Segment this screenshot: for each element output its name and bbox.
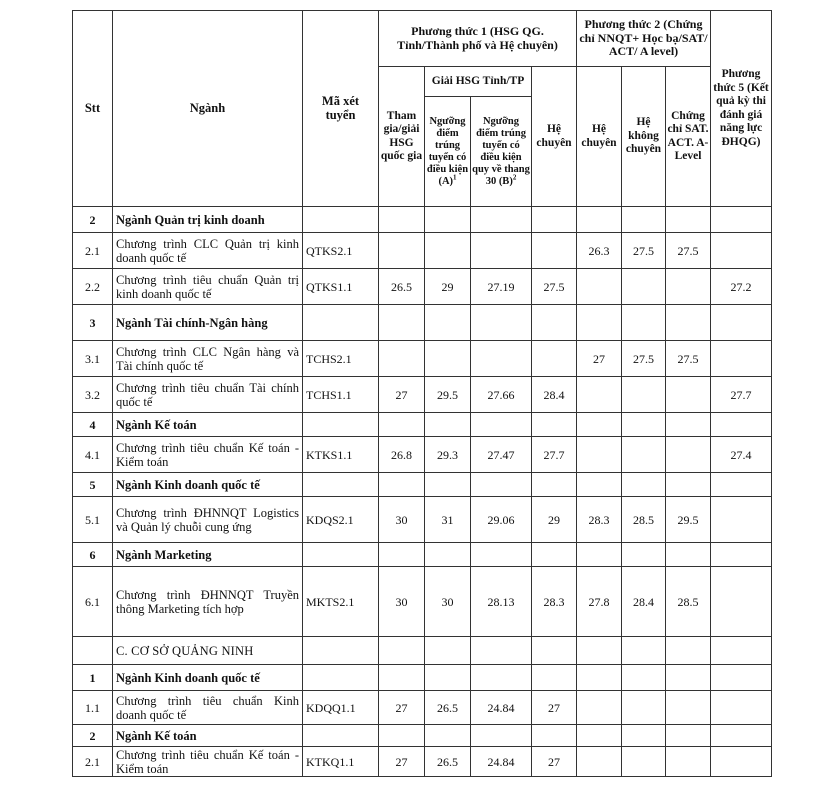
row-score-cell (622, 413, 666, 437)
row-score-cell: 27 (379, 377, 425, 413)
row-score-cell (471, 725, 532, 747)
row-score-cell (711, 413, 772, 437)
row-score-cell (532, 341, 577, 377)
row-score-cell: 28.4 (532, 377, 577, 413)
row-stt (73, 637, 113, 665)
row-score-cell: 26.5 (425, 691, 471, 725)
row-score-cell: 28.3 (532, 567, 577, 637)
row-score-cell (666, 637, 711, 665)
row-score-cell (471, 305, 532, 341)
row-score-cell: 28.3 (577, 497, 622, 543)
table-row (73, 233, 772, 269)
row-score-cell (622, 543, 666, 567)
row-program-name: Chương trình tiêu chuẩn Kế toán - Kiểm toán (113, 437, 303, 473)
table-row (73, 341, 772, 377)
row-score-cell: 27.7 (711, 377, 772, 413)
row-score-cell: 26.5 (425, 747, 471, 777)
row-admission-code: KDQQ1.1 (303, 691, 379, 725)
row-stt: 4 (73, 413, 113, 437)
row-score-cell: 30 (379, 497, 425, 543)
row-score-cell (532, 665, 577, 691)
row-score-cell (711, 207, 772, 233)
row-score-cell (425, 725, 471, 747)
row-score-cell (666, 413, 711, 437)
row-score-cell (577, 637, 622, 665)
row-score-cell (532, 473, 577, 497)
header-he-chuyen-pt1: Hệ chuyên (532, 67, 577, 207)
row-score-cell: 27.19 (471, 269, 532, 305)
row-score-cell: 24.84 (471, 691, 532, 725)
header-he-khong-chuyen: Hệ không chuyên (622, 67, 666, 207)
table-row (73, 497, 772, 543)
row-score-cell: 27.5 (666, 341, 711, 377)
row-score-cell: 27.8 (577, 567, 622, 637)
row-program-name: Chương trình CLC Ngân hàng và Tài chính quốc tế (113, 341, 303, 377)
row-score-cell (471, 637, 532, 665)
row-program-name: C. CƠ SỞ QUẢNG NINH (113, 637, 303, 665)
footnote-1-marker: 1 (453, 173, 457, 181)
row-score-cell (622, 377, 666, 413)
header-nguong-b (471, 97, 532, 207)
row-score-cell (711, 341, 772, 377)
row-score-cell (425, 233, 471, 269)
admission-table-container (72, 10, 772, 777)
row-score-cell (622, 725, 666, 747)
row-score-cell (622, 665, 666, 691)
row-score-cell (577, 269, 622, 305)
row-score-cell: 29.06 (471, 497, 532, 543)
row-score-cell (471, 413, 532, 437)
row-score-cell (425, 543, 471, 567)
row-admission-code (303, 207, 379, 233)
row-score-cell: 30 (425, 567, 471, 637)
row-score-cell: 27 (532, 747, 577, 777)
table-header (73, 11, 772, 207)
row-score-cell: 26.5 (379, 269, 425, 305)
row-score-cell: 27.7 (532, 437, 577, 473)
row-score-cell (666, 543, 711, 567)
row-admission-code (303, 637, 379, 665)
row-score-cell: 27.5 (622, 233, 666, 269)
row-score-cell (379, 473, 425, 497)
row-program-name: Chương trình tiêu chuẩn Tài chính quốc tế (113, 377, 303, 413)
row-score-cell: 26.3 (577, 233, 622, 269)
row-score-cell (379, 637, 425, 665)
header-nguong-a (425, 97, 471, 207)
row-score-cell (532, 725, 577, 747)
row-stt: 2 (73, 207, 113, 233)
row-score-cell (379, 233, 425, 269)
row-score-cell (425, 665, 471, 691)
row-score-cell (425, 341, 471, 377)
row-score-cell (622, 473, 666, 497)
row-score-cell (622, 637, 666, 665)
row-score-cell (577, 747, 622, 777)
table-row (73, 747, 772, 777)
row-score-cell (577, 377, 622, 413)
row-score-cell: 29 (425, 269, 471, 305)
table-row (73, 269, 772, 305)
row-score-cell (666, 377, 711, 413)
row-score-cell (471, 207, 532, 233)
row-score-cell (622, 437, 666, 473)
row-score-cell: 28.5 (622, 497, 666, 543)
row-program-name: Ngành Marketing (113, 543, 303, 567)
row-stt: 2.2 (73, 269, 113, 305)
table-row (73, 437, 772, 473)
row-score-cell (666, 305, 711, 341)
row-score-cell (425, 473, 471, 497)
row-program-name: Chương trình CLC Quản trị kinh doanh quốc tế (113, 233, 303, 269)
header-giai-hsg: Giải HSG Tỉnh/TP (425, 67, 532, 97)
row-program-name: Ngành Kinh doanh quốc tế (113, 665, 303, 691)
row-admission-code (303, 725, 379, 747)
row-score-cell (532, 637, 577, 665)
header-nganh: Ngành (113, 11, 303, 207)
row-program-name: Ngành Kế toán (113, 725, 303, 747)
row-stt: 5.1 (73, 497, 113, 543)
row-stt: 6 (73, 543, 113, 567)
row-program-name: Chương trình tiêu chuẩn Kinh doanh quốc tế (113, 691, 303, 725)
row-score-cell: 28.13 (471, 567, 532, 637)
table-row (73, 473, 772, 497)
row-score-cell: 27 (379, 691, 425, 725)
table-row (73, 543, 772, 567)
row-score-cell (622, 691, 666, 725)
row-score-cell (666, 725, 711, 747)
row-score-cell: 27.5 (666, 233, 711, 269)
row-score-cell (379, 207, 425, 233)
header-phuong-thuc-2: Phương thức 2 (Chứng chỉ NNQT+ Học bạ/SAT/ ACT/ A level) (577, 11, 711, 67)
row-score-cell (471, 473, 532, 497)
row-program-name: Ngành Kinh doanh quốc tế (113, 473, 303, 497)
row-score-cell (711, 637, 772, 665)
header-ma-xet-tuyen: Mã xét tuyển (303, 11, 379, 207)
row-stt: 4.1 (73, 437, 113, 473)
row-score-cell: 27.4 (711, 437, 772, 473)
row-score-cell (711, 567, 772, 637)
row-score-cell (471, 233, 532, 269)
row-score-cell (577, 437, 622, 473)
row-score-cell (532, 233, 577, 269)
header-phuong-thuc-5: Phương thức 5 (Kết quả kỳ thi đánh giá năng lực ĐHQG) (711, 11, 772, 207)
row-admission-code: QTKS1.1 (303, 269, 379, 305)
row-score-cell: 31 (425, 497, 471, 543)
row-score-cell: 27 (379, 747, 425, 777)
row-score-cell (379, 305, 425, 341)
row-program-name: Chương trình ĐHNNQT Truyền thông Marketing tích hợp (113, 567, 303, 637)
row-stt: 1.1 (73, 691, 113, 725)
row-score-cell (532, 543, 577, 567)
header-nguong-a-text: Ngưỡng điểm trúng tuyển có điều kiện (A) (426, 115, 469, 187)
table-body (73, 207, 772, 777)
row-stt: 3.1 (73, 341, 113, 377)
row-score-cell (711, 473, 772, 497)
row-score-cell (379, 725, 425, 747)
row-admission-code (303, 543, 379, 567)
row-stt: 2.1 (73, 747, 113, 777)
row-score-cell (577, 305, 622, 341)
row-score-cell: 26.8 (379, 437, 425, 473)
row-stt: 2 (73, 725, 113, 747)
row-program-name: Ngành Kế toán (113, 413, 303, 437)
row-score-cell: 29.3 (425, 437, 471, 473)
row-admission-code: QTKS2.1 (303, 233, 379, 269)
table-row (73, 637, 772, 665)
row-program-name: Chương trình tiêu chuẩn Quản trị kinh doanh quốc tế (113, 269, 303, 305)
row-admission-code: KTKQ1.1 (303, 747, 379, 777)
row-score-cell (425, 413, 471, 437)
row-admission-code: KTKS1.1 (303, 437, 379, 473)
row-score-cell: 27.66 (471, 377, 532, 413)
row-stt: 5 (73, 473, 113, 497)
row-score-cell: 27 (532, 691, 577, 725)
row-score-cell (532, 207, 577, 233)
row-admission-code: KDQS2.1 (303, 497, 379, 543)
row-score-cell (532, 305, 577, 341)
row-stt: 2.1 (73, 233, 113, 269)
row-score-cell: 29 (532, 497, 577, 543)
row-score-cell (711, 665, 772, 691)
row-score-cell: 27.47 (471, 437, 532, 473)
row-score-cell (666, 691, 711, 725)
row-score-cell (622, 747, 666, 777)
row-program-name: Chương trình tiêu chuẩn Kế toán - Kiểm toán (113, 747, 303, 777)
row-score-cell (666, 437, 711, 473)
row-score-cell (666, 665, 711, 691)
row-score-cell (622, 207, 666, 233)
row-score-cell (425, 207, 471, 233)
row-score-cell (425, 305, 471, 341)
row-admission-code (303, 413, 379, 437)
row-score-cell (471, 543, 532, 567)
row-score-cell (711, 543, 772, 567)
row-score-cell: 24.84 (471, 747, 532, 777)
row-score-cell (711, 747, 772, 777)
row-score-cell: 28.4 (622, 567, 666, 637)
row-program-name: Ngành Tài chính-Ngân hàng (113, 305, 303, 341)
row-score-cell (577, 543, 622, 567)
row-score-cell (379, 665, 425, 691)
row-score-cell (666, 747, 711, 777)
row-score-cell (425, 637, 471, 665)
row-stt: 3 (73, 305, 113, 341)
table-row (73, 691, 772, 725)
row-admission-code (303, 305, 379, 341)
row-score-cell (577, 413, 622, 437)
row-score-cell (471, 665, 532, 691)
row-score-cell (711, 233, 772, 269)
table-row (73, 207, 772, 233)
row-admission-code (303, 473, 379, 497)
row-score-cell (711, 305, 772, 341)
header-nguong-b-text: Ngưỡng điểm trúng tuyển có điều kiện quy về thang 30 (B) (472, 115, 530, 187)
row-score-cell (711, 497, 772, 543)
row-score-cell (666, 473, 711, 497)
row-score-cell (379, 413, 425, 437)
header-stt: Stt (73, 11, 113, 207)
row-admission-code: TCHS1.1 (303, 377, 379, 413)
row-stt: 1 (73, 665, 113, 691)
row-score-cell: 29.5 (666, 497, 711, 543)
row-program-name: Chương trình ĐHNNQT Logistics và Quản lý chuỗi cung ứng (113, 497, 303, 543)
row-score-cell: 27.2 (711, 269, 772, 305)
admission-score-table (72, 10, 772, 777)
row-score-cell (577, 691, 622, 725)
row-score-cell (622, 269, 666, 305)
row-score-cell: 30 (379, 567, 425, 637)
row-stt: 3.2 (73, 377, 113, 413)
table-row (73, 413, 772, 437)
row-score-cell (577, 725, 622, 747)
row-program-name: Ngành Quản trị kinh doanh (113, 207, 303, 233)
table-row (73, 665, 772, 691)
row-score-cell (577, 473, 622, 497)
table-row (73, 725, 772, 747)
row-admission-code (303, 665, 379, 691)
row-score-cell (379, 341, 425, 377)
row-score-cell (622, 305, 666, 341)
row-score-cell (711, 691, 772, 725)
row-score-cell (666, 269, 711, 305)
row-score-cell (577, 665, 622, 691)
row-score-cell (711, 725, 772, 747)
row-score-cell (532, 413, 577, 437)
table-row (73, 305, 772, 341)
row-score-cell: 28.5 (666, 567, 711, 637)
row-score-cell (379, 543, 425, 567)
row-admission-code: TCHS2.1 (303, 341, 379, 377)
header-he-chuyen-pt2: Hệ chuyên (577, 67, 622, 207)
row-score-cell: 29.5 (425, 377, 471, 413)
table-row (73, 377, 772, 413)
row-score-cell (577, 207, 622, 233)
row-score-cell: 27.5 (622, 341, 666, 377)
row-admission-code: MKTS2.1 (303, 567, 379, 637)
row-score-cell (666, 207, 711, 233)
row-score-cell: 27.5 (532, 269, 577, 305)
table-row (73, 567, 772, 637)
header-tham-gia-hsg: Tham gia/giải HSG quốc gia (379, 67, 425, 207)
row-score-cell (471, 341, 532, 377)
row-score-cell: 27 (577, 341, 622, 377)
row-stt: 6.1 (73, 567, 113, 637)
header-chung-chi: Chứng chỉ SAT. ACT. A-Level (666, 67, 711, 207)
footnote-2-marker: 2 (512, 173, 517, 181)
header-phuong-thuc-1: Phương thức 1 (HSG QG. Tỉnh/Thành phố và Hệ chuyên) (379, 11, 577, 67)
